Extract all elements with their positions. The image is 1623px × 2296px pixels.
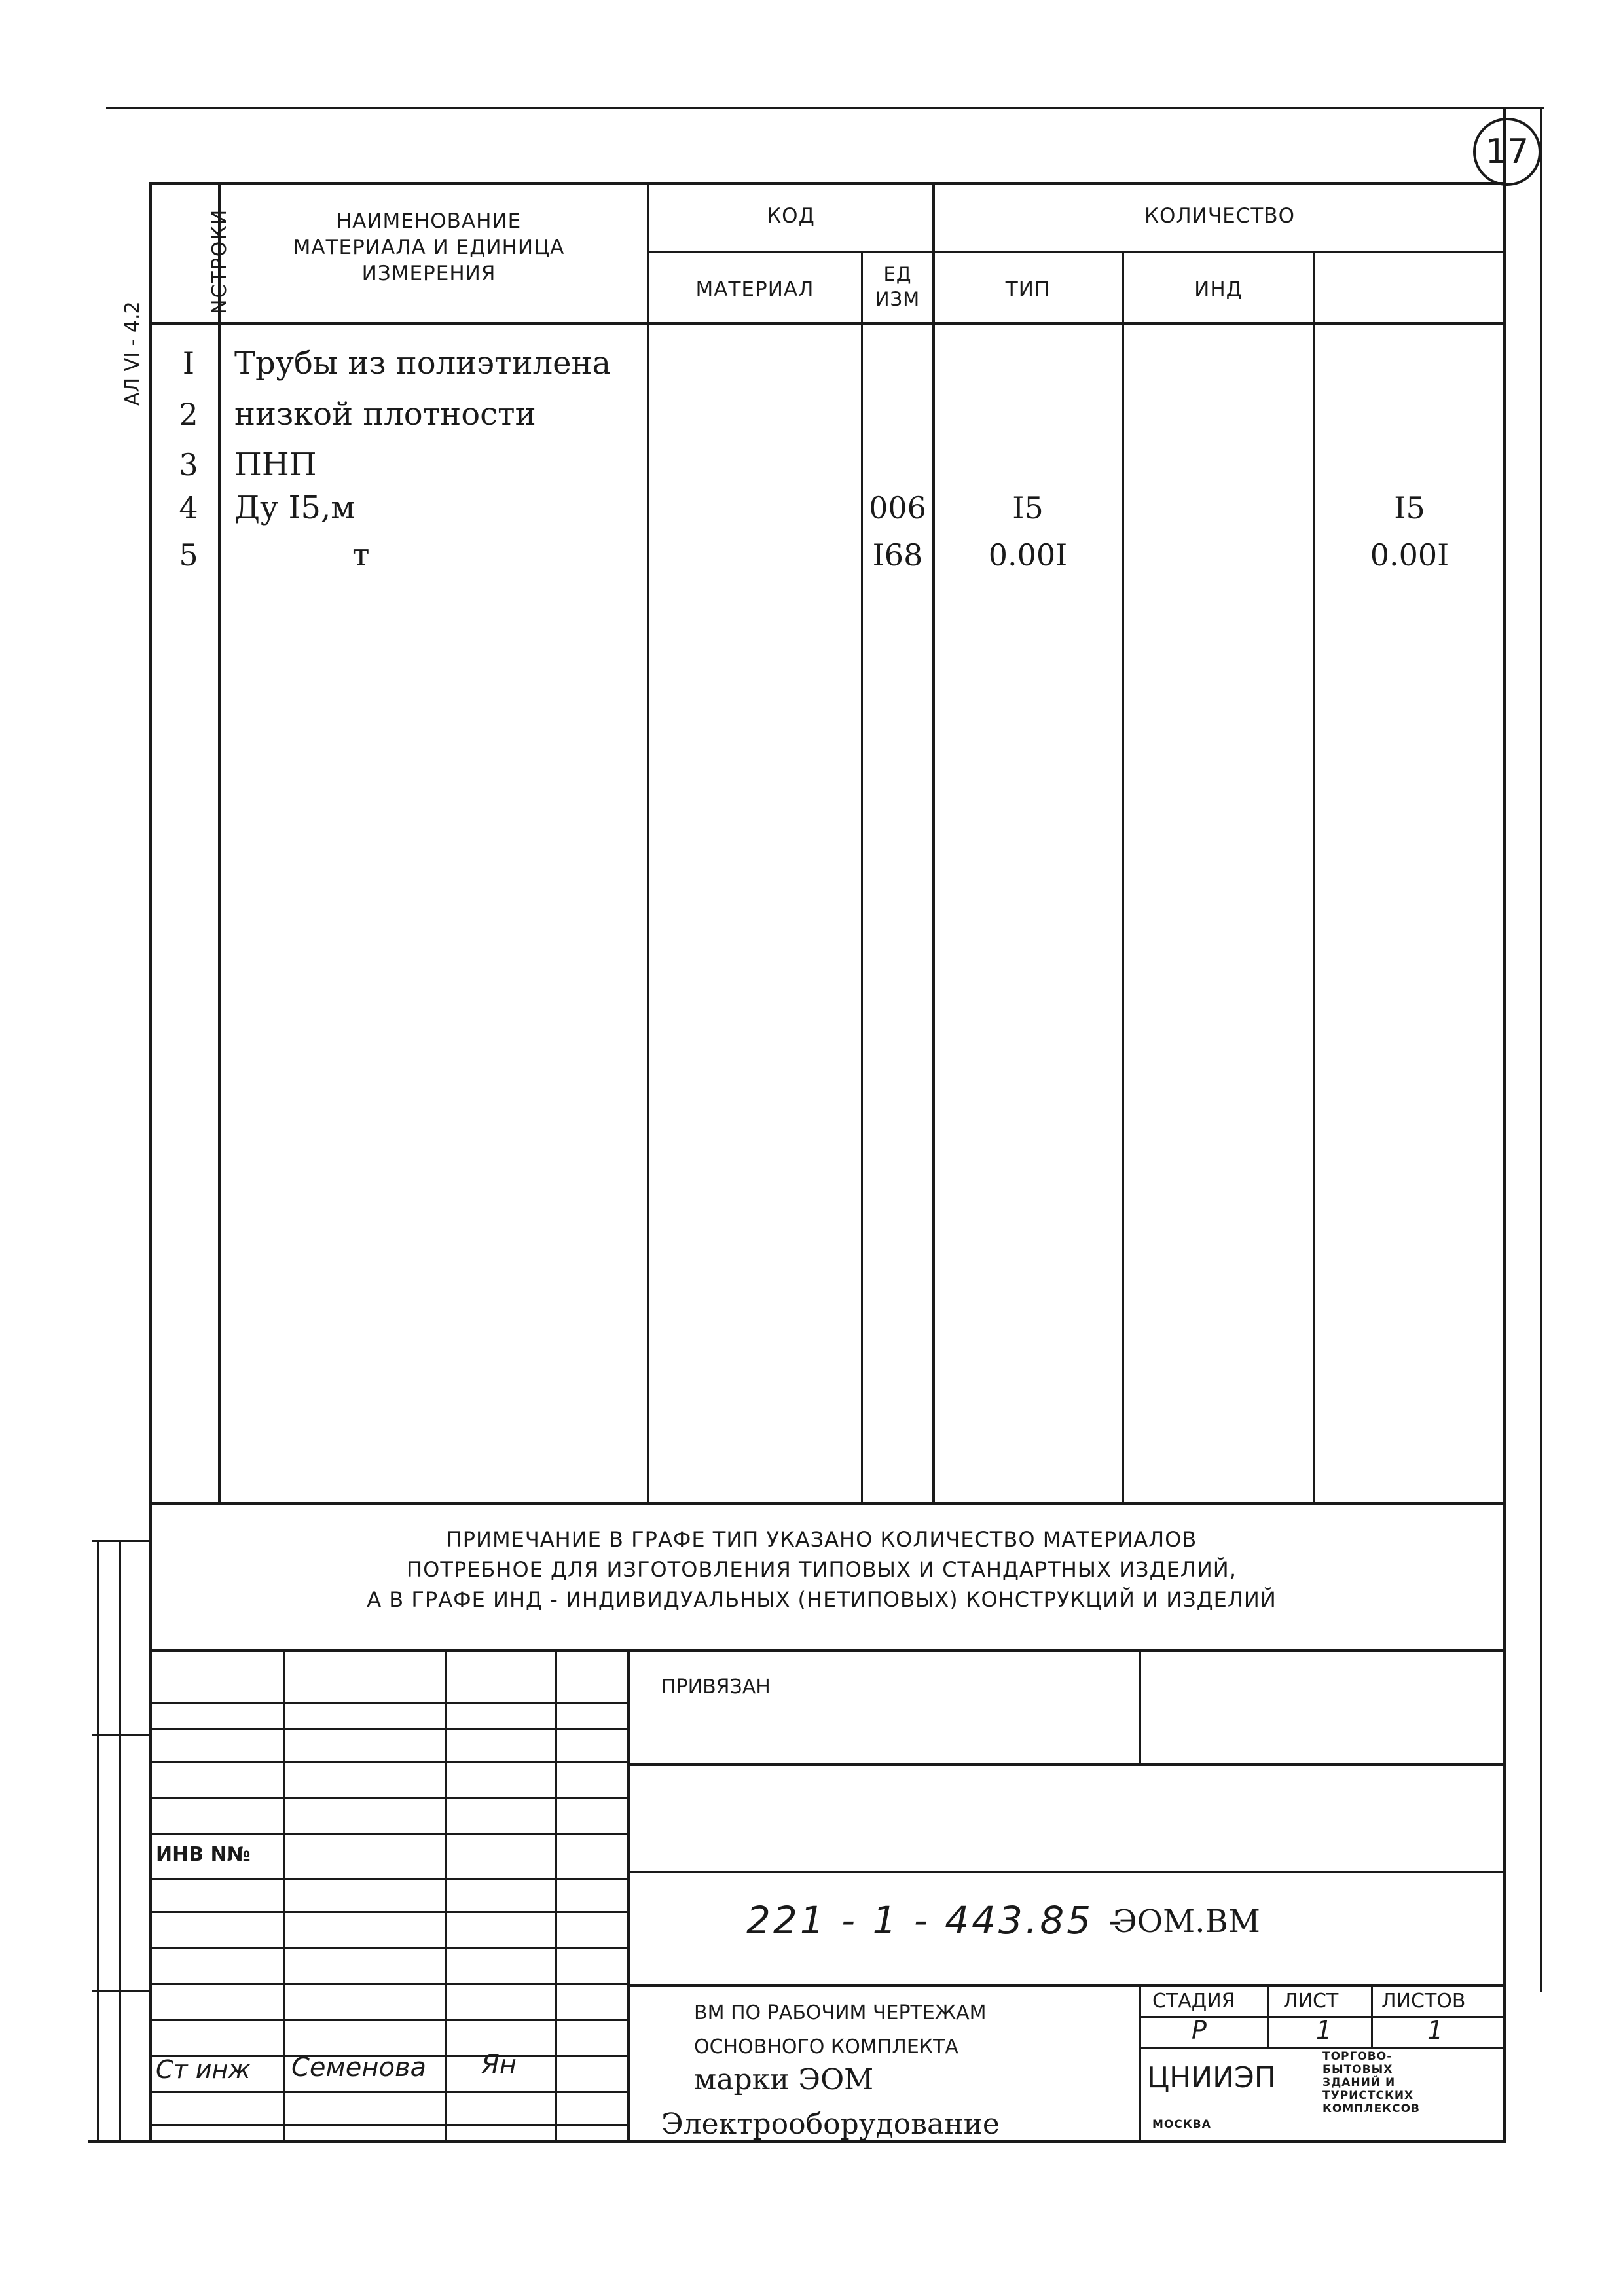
header-unit: ЕД ИЗМ [875, 263, 921, 310]
desc-line-1: ВМ ПО РАБОЧИМ ЧЕРТЕЖАМ [694, 2001, 987, 2024]
note-line-1: ПРИМЕЧАНИЕ В ГРАФЕ ТИП УКАЗАНО КОЛИЧЕСТВО МАТЕРИАЛОВ [446, 1527, 1197, 1552]
note-line-2: ПОТРЕБНОЕ ДЛЯ ИЗГОТОВЛЕНИЯ ТИПОВЫХ И СТАНДАРТНЫХ ИЗДЕЛИЙ, [407, 1557, 1237, 1582]
org-desc-line: БЫТОВЫХ [1322, 2063, 1393, 2076]
header-mid-line [648, 251, 1506, 253]
org-desc-line: КОМПЛЕКСОВ [1322, 2102, 1421, 2115]
org-name: ЦНИИЭП [1147, 2061, 1276, 2094]
org-desc-line: ЗДАНИЙ И [1322, 2076, 1396, 2089]
col-line-ind [1313, 253, 1315, 1503]
col-line-unit [932, 182, 935, 1503]
tb-row [149, 2019, 629, 2021]
frame-right-line [1503, 107, 1506, 2142]
table-bottom-line [149, 1502, 1506, 1505]
top-border-line [106, 107, 1544, 109]
tb-row [149, 1878, 629, 1880]
header-code: КОД [767, 204, 815, 228]
col-line-typ [1122, 253, 1124, 1503]
sheet-value: 1 [1316, 2016, 1332, 2045]
org-description [1322, 2050, 1420, 2115]
note-line-3: А В ГРАФЕ ИНД - ИНДИВИДУАЛЬНЫХ (НЕТИПОВЫХ) КОНСТРУКЦИЙ И ИЗДЕЛИЙ [367, 1587, 1277, 1612]
row-typ-qty: 0.00I [988, 537, 1068, 573]
tb-row [149, 1702, 629, 1704]
doc-code-handwritten: 221 - 1 - 443.85 - [746, 1898, 1125, 1943]
doc-code-typed: ЭОМ.ВМ [1113, 1903, 1260, 1940]
frame-left-line [149, 182, 152, 2143]
margin-hline-2 [92, 1734, 151, 1736]
tb-row [149, 1947, 629, 1949]
margin-vline-1 [97, 1540, 99, 2142]
stage-label: СТАДИЯ [1152, 1990, 1235, 2013]
signer-signature: Ян [481, 2050, 517, 2080]
col-line-rowno [218, 182, 221, 1503]
desc-line-4: Электрооборудование [661, 2108, 1000, 2141]
tb-privyazan-bottom [627, 1763, 1506, 1766]
tb-top-line [149, 1649, 1506, 1652]
tb-stage-left [1139, 1984, 1141, 2142]
row-unit-code: I68 [872, 537, 923, 573]
tb-row [149, 1911, 629, 1913]
desc-line-2: ОСНОВНОГО КОМПЛЕКТА [694, 2036, 958, 2058]
header-ind: ИНД [1194, 278, 1243, 301]
header-row-number: NСТРОКИ [208, 208, 231, 314]
tb-row [149, 2091, 629, 2093]
header-name: НАИМЕНОВАНИЕ МАТЕРИАЛА И ЕДИНИЦА ИЗМЕРЕНИЯ [293, 209, 565, 285]
org-city: МОСКВА [1152, 2118, 1211, 2131]
tb-row [149, 1983, 629, 1985]
col-line-material [861, 253, 863, 1503]
row-unit-code: 006 [869, 490, 926, 526]
sheets-value: 1 [1427, 2016, 1444, 2045]
row-total-qty: I5 [1394, 490, 1425, 526]
tb-row [149, 1797, 629, 1799]
tb-col-privyazan [1139, 1649, 1141, 1765]
row-name: ПНП [234, 446, 317, 483]
tb-stage-row2 [1139, 2047, 1506, 2049]
col-line-name [647, 182, 649, 1503]
tb-col-1 [283, 1649, 285, 2142]
row-number: 4 [179, 490, 198, 526]
sheet-label: ЛИСТ [1283, 1990, 1339, 2013]
tb-row [149, 2124, 629, 2126]
tb-row [149, 1833, 629, 1835]
signer-role: Ст инж [156, 2055, 251, 2084]
row-number: 5 [179, 537, 198, 573]
row-name: т [352, 537, 370, 573]
sheet-number: 17 [1485, 132, 1529, 171]
inv-number-label: ИНВ N№ [156, 1843, 251, 1866]
tb-col-main [627, 1649, 630, 2142]
row-number: I [182, 346, 195, 381]
margin-hline-1 [92, 1540, 151, 1542]
tb-code-bottom [627, 1984, 1506, 1987]
row-name: Ду I5,м [234, 490, 356, 526]
sheets-label: ЛИСТОВ [1381, 1990, 1466, 2013]
tb-row [149, 1728, 629, 1730]
side-stamp: АЛ VI - 4.2 [121, 301, 144, 406]
row-name: Трубы из полиэтилена [234, 345, 611, 382]
margin-vline-2 [119, 1540, 121, 2142]
org-desc-line: ТУРИСТСКИХ [1322, 2089, 1414, 2102]
tb-row [149, 1761, 629, 1763]
stage-value: Р [1192, 2016, 1207, 2045]
desc-line-3: марки ЭОМ [694, 2063, 874, 2096]
org-desc-line: ТОРГОВО- [1322, 2050, 1393, 2063]
header-typ: ТИП [1005, 278, 1051, 301]
row-number: 2 [179, 397, 198, 432]
row-name: низкой плотности [234, 396, 536, 433]
tb-code-top [627, 1871, 1506, 1873]
row-total-qty: 0.00I [1370, 537, 1450, 573]
header-material: МАТЕРИАЛ [695, 278, 814, 301]
sheet-number-badge [1473, 118, 1541, 186]
row-number: 3 [179, 447, 198, 482]
header-bottom-line [149, 322, 1506, 325]
privyazan-label: ПРИВЯЗАН [661, 1676, 771, 1698]
table-top-line [149, 182, 1506, 185]
row-typ-qty: I5 [1012, 490, 1044, 526]
outer-right-line [1540, 107, 1542, 1992]
margin-hline-3 [92, 1990, 151, 1992]
tb-col-2 [445, 1649, 447, 2142]
header-quantity: КОЛИЧЕСТВО [1144, 204, 1295, 228]
signer-name: Семенова [291, 2053, 427, 2083]
tb-col-3 [555, 1649, 557, 2142]
